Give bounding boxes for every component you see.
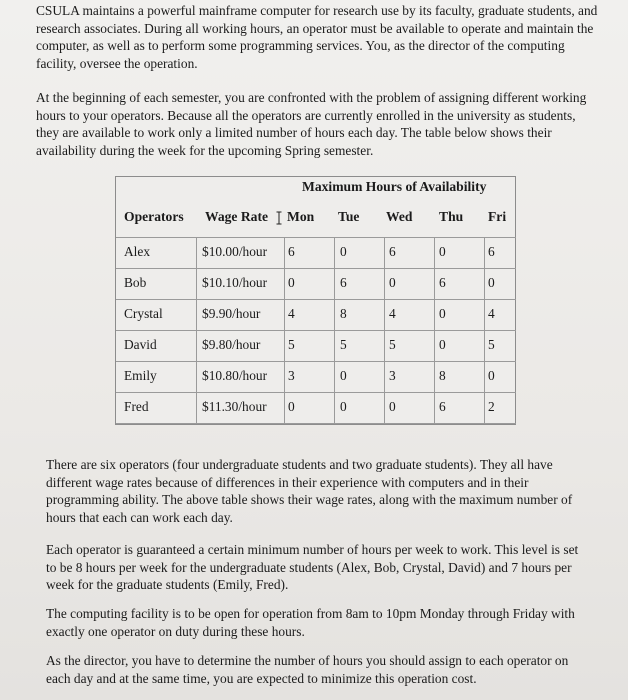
wed-hours-cell: 0 — [389, 275, 396, 290]
fri-hours-cell: 0 — [488, 368, 495, 383]
fri-hours-cell: 4 — [488, 306, 495, 321]
paragraph-minimum-hours: Each operator is guaranteed a certain minimum number of hours per week to work. This level is set to be 8 hours per week for the undergraduate students (Alex, Bob, Crystal, David) and 7 hours per week for the graduate students (Emily, Fred). — [46, 542, 579, 592]
thu-hours-cell: 8 — [439, 368, 446, 383]
table-column-divider — [484, 237, 485, 423]
paragraph-schedule: The computing facility is to be open for operation from 8am to 10pm Monday through Friday with exactly one operator on duty during these hours. — [46, 606, 575, 639]
wed-hours-cell: 5 — [389, 337, 396, 352]
table-column-divider — [384, 237, 385, 423]
table-row-divider — [116, 330, 516, 331]
tue-hours-cell: 5 — [340, 337, 347, 352]
table-column-divider — [434, 237, 435, 423]
mon-hours-cell: 4 — [288, 306, 295, 321]
tue-hours-cell: 6 — [340, 275, 347, 290]
mon-hours-cell: 6 — [288, 244, 295, 259]
thu-hours-cell: 0 — [439, 306, 446, 321]
table-column-divider — [284, 237, 285, 423]
wed-hours-cell: 4 — [389, 306, 396, 321]
table-column-divider — [196, 237, 197, 423]
table-title: Maximum Hours of Availability — [302, 179, 487, 194]
table-row-divider — [116, 299, 516, 300]
header-thu: Thu — [439, 209, 464, 224]
operator-name-cell: Fred — [124, 399, 149, 414]
header-mon: Mon — [287, 209, 315, 224]
operator-name-cell: Emily — [124, 368, 157, 383]
fri-hours-cell: 2 — [488, 399, 495, 414]
tue-hours-cell: 0 — [340, 368, 347, 383]
mon-hours-cell: 3 — [288, 368, 295, 383]
operator-name-cell: David — [124, 337, 157, 352]
table-row-divider — [116, 392, 516, 393]
operator-name-cell: Bob — [124, 275, 147, 290]
header-operators: Operators — [124, 209, 184, 224]
tue-hours-cell: 0 — [340, 399, 347, 414]
header-wage-rate: Wage Rate — [205, 209, 269, 224]
paragraph-intro: CSULA maintains a powerful mainframe computer for research use by its faculty, graduate students, and research associates. During all working hours, an operator must be available to operate and maintain the computer, as well as to perform some programming services. You, as the director of the computing facility, oversee the operation. — [36, 3, 598, 71]
tue-hours-cell: 8 — [340, 306, 347, 321]
wed-hours-cell: 3 — [389, 368, 396, 383]
table-row-divider — [116, 237, 516, 238]
wed-hours-cell: 6 — [389, 244, 396, 259]
wed-hours-cell: 0 — [389, 399, 396, 414]
mon-hours-cell: 0 — [288, 275, 295, 290]
header-tue: Tue — [338, 209, 360, 224]
header-fri: Fri — [488, 209, 507, 224]
mon-hours-cell: 0 — [288, 399, 295, 414]
table-column-divider — [334, 237, 335, 423]
wage-rate-cell: $10.00/hour — [202, 244, 268, 259]
wage-rate-cell: $10.80/hour — [202, 368, 268, 383]
header-wed: Wed — [386, 209, 413, 224]
thu-hours-cell: 6 — [439, 275, 446, 290]
availability-table — [115, 176, 516, 425]
paragraph-operators-info: There are six operators (four undergraduate students and two graduate students). They all have different wage rates because of differences in their experience with computers and in their programming ability. The above table shows their wage rates, along with the maximum number of hours that each can work each day. — [46, 457, 573, 525]
table-row-divider — [116, 423, 516, 424]
paragraph-task: As the director, you have to determine the number of hours you should assign to each operator on each day and at the same time, you are expected to minimize this operation cost. — [46, 653, 569, 686]
thu-hours-cell: 6 — [439, 399, 446, 414]
operator-name-cell: Alex — [124, 244, 151, 259]
wage-rate-cell: $10.10/hour — [202, 275, 268, 290]
operator-name-cell: Crystal — [124, 306, 163, 321]
wage-rate-cell: $9.90/hour — [202, 306, 261, 321]
wage-rate-cell: $9.80/hour — [202, 337, 261, 352]
table-row-divider — [116, 268, 516, 269]
fri-hours-cell: 0 — [488, 275, 495, 290]
thu-hours-cell: 0 — [439, 337, 446, 352]
mon-hours-cell: 5 — [288, 337, 295, 352]
tue-hours-cell: 0 — [340, 244, 347, 259]
table-grid — [116, 177, 515, 424]
table-row-divider — [116, 361, 516, 362]
wage-rate-cell: $11.30/hour — [202, 399, 267, 414]
paragraph-problem: At the beginning of each semester, you are confronted with the problem of assigning different working hours to your operators. Because all the operators are currently enrolled in the university as students, they are available to work only a limited number of hours each day. The table below shows their availability during the week for the upcoming Spring semester. — [36, 90, 587, 158]
thu-hours-cell: 0 — [439, 244, 446, 259]
fri-hours-cell: 5 — [488, 337, 495, 352]
fri-hours-cell: 6 — [488, 244, 495, 259]
